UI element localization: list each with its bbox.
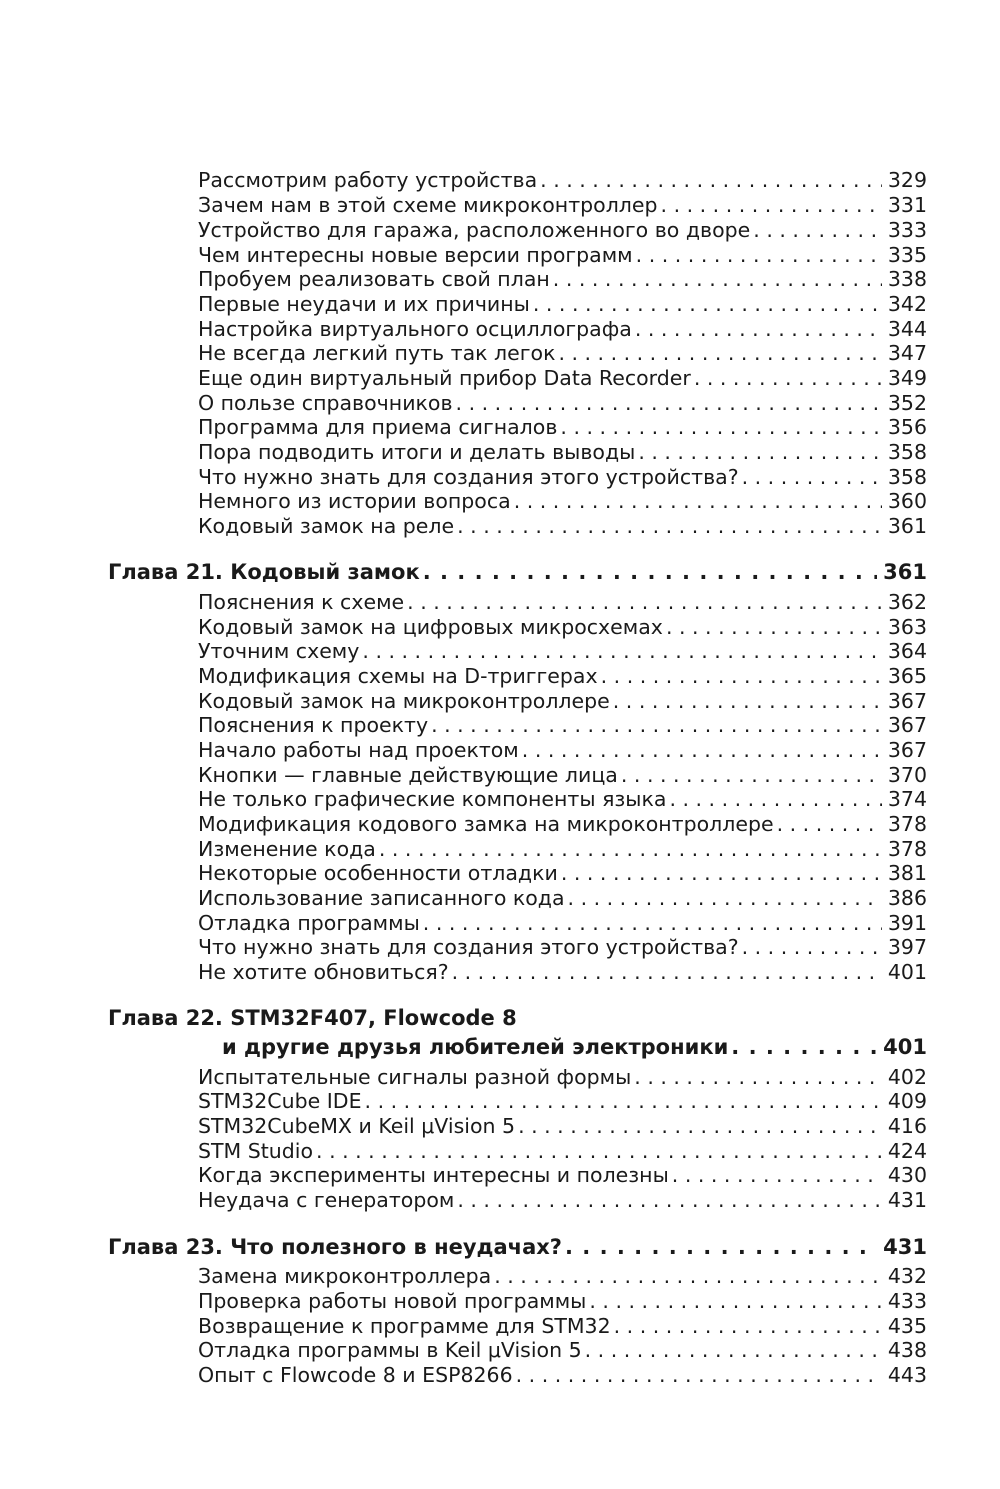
toc-entry (198, 267, 927, 291)
toc-entry-title: Использование записанного кода (198, 886, 565, 910)
toc-entry-page: 367 (887, 713, 927, 737)
toc-entry-title: Программа для приема сигналов (198, 415, 558, 439)
toc-entry-page: 370 (887, 763, 927, 787)
toc-entry-page: 402 (887, 1065, 927, 1089)
toc-entry-page: 430 (887, 1163, 927, 1187)
dot-leader (633, 243, 882, 267)
toc-entry-page: 363 (887, 615, 927, 639)
dot-leader (530, 292, 882, 316)
toc-entry-title: Замена микроконтроллера (198, 1264, 492, 1288)
toc-entry-title: О пользе справочников (198, 391, 453, 415)
dot-leader (774, 812, 882, 836)
toc-entry (198, 837, 927, 861)
toc-entry-title: Отладка программы в Keil μVision 5 (198, 1338, 582, 1362)
toc-entry-title: Еще один виртуальный прибор Data Recorder (198, 366, 691, 390)
toc-entry-page: 438 (887, 1338, 927, 1362)
dot-leader (750, 218, 882, 242)
toc-entry-page: 367 (887, 738, 927, 762)
toc-entry (198, 787, 927, 811)
chapter-title-line1: Глава 22. STM32F407, Flowcode 8 (108, 1006, 517, 1030)
dot-leader (558, 861, 882, 885)
toc-entry (198, 1188, 927, 1212)
toc-entry-title: STM32Cube IDE (198, 1089, 362, 1113)
toc-entry (198, 1089, 927, 1113)
chapter-heading (108, 558, 927, 586)
toc-entry-title: Неудача с генератором (198, 1188, 455, 1212)
toc-entry (198, 738, 927, 762)
toc-entry-page: 416 (887, 1114, 927, 1138)
dot-leader (491, 1264, 882, 1288)
toc-entry-page: 356 (887, 415, 927, 439)
toc-entry-page: 401 (887, 960, 927, 984)
toc-entry-page: 391 (887, 911, 927, 935)
dot-leader (313, 1139, 882, 1163)
toc-entry (198, 911, 927, 935)
toc-entry (198, 763, 927, 787)
toc-entry (198, 590, 927, 614)
toc-entry (198, 317, 927, 341)
toc-entry-page: 365 (887, 664, 927, 688)
toc-entry (198, 218, 927, 242)
toc-entry-title: Проверка работы новой программы (198, 1289, 587, 1313)
toc-entry (198, 960, 927, 984)
toc-entry (198, 615, 927, 639)
dot-leader (582, 1338, 882, 1362)
toc-entry (198, 1314, 927, 1338)
dot-leader (658, 193, 882, 217)
toc-entry-title: Чем интересны новые версии программ (198, 243, 633, 267)
toc-entry (198, 689, 927, 713)
toc-entry-page: 338 (887, 267, 927, 291)
dot-leader (611, 1314, 882, 1338)
toc-entry-title: Немного из истории вопроса (198, 489, 511, 513)
toc-entry-page: 433 (887, 1289, 927, 1313)
dot-leader (610, 689, 882, 713)
toc-entry-title: Уточним схему (198, 639, 360, 663)
toc-entry-page: 362 (887, 590, 927, 614)
toc-entry (198, 168, 927, 192)
toc-entry (198, 341, 927, 365)
dot-leader (428, 713, 882, 737)
toc-entry-page: 342 (887, 292, 927, 316)
toc-entry (198, 1139, 927, 1163)
toc-entry-page: 352 (887, 391, 927, 415)
toc-entry-title: Рассмотрим работу устройства (198, 168, 538, 192)
toc-entry-title: Пробуем реализовать свой план (198, 267, 550, 291)
toc-entry-page: 361 (887, 514, 927, 538)
dot-leader (691, 366, 882, 390)
toc-entry-title: Пора подводить итоги и делать выводы (198, 440, 636, 464)
dot-leader (453, 391, 882, 415)
toc-entry-title: Настройка виртуального осциллографа (198, 317, 632, 341)
toc-entry-title: Кодовый замок на микроконтроллере (198, 689, 610, 713)
toc-entry-title: Первые неудачи и их причины (198, 292, 530, 316)
dot-leader (515, 1114, 882, 1138)
toc-entry-title: Опыт с Flowcode 8 и ESP8266 (198, 1363, 513, 1387)
toc-entry-title: Кодовый замок на цифровых микросхемах (198, 615, 663, 639)
dot-leader (663, 615, 882, 639)
toc-entry-page: 443 (887, 1363, 927, 1387)
chapter-title: Глава 21. Кодовый замок (108, 560, 420, 584)
toc-entry (198, 243, 927, 267)
dot-leader (519, 738, 882, 762)
toc-entry (198, 193, 927, 217)
toc-entry-page: 331 (887, 193, 927, 217)
toc-entry-title: Некоторые особенности отладки (198, 861, 558, 885)
toc-entry-title: Модификация схемы на D-триггерах (198, 664, 598, 688)
dot-leader (635, 440, 882, 464)
toc-entry-page: 335 (887, 243, 927, 267)
toc-entry-page: 381 (887, 861, 927, 885)
toc-entry-title: Что нужно знать для создания этого устройства? (198, 465, 739, 489)
dot-leader (669, 1163, 882, 1187)
toc-entry-page: 374 (887, 787, 927, 811)
toc-entry-title: Зачем нам в этой схеме микроконтроллер (198, 193, 658, 217)
dot-leader (555, 341, 881, 365)
dot-leader (420, 911, 882, 935)
toc-entry (198, 391, 927, 415)
dot-leader (618, 763, 882, 787)
dot-leader (454, 1188, 882, 1212)
toc-entry-title: Не всегда легкий путь так легок (198, 341, 556, 365)
chapter-title: Глава 23. Что полезного в неудачах? (108, 1235, 562, 1259)
dot-leader (562, 1233, 877, 1261)
toc-entry-page: 435 (887, 1314, 927, 1338)
toc-entry-title: Пояснения к схеме (198, 590, 405, 614)
toc-entry-title: Устройство для гаража, расположенного во дворе (198, 218, 751, 242)
toc-entry-title: Кнопки — главные действующие лица (198, 763, 618, 787)
chapter-heading (108, 1233, 927, 1261)
dot-leader (598, 664, 882, 688)
toc-entry-page: 431 (887, 1188, 927, 1212)
dot-leader (513, 1363, 882, 1387)
toc-entry (198, 1065, 927, 1089)
toc-entry-title: STM Studio (198, 1139, 314, 1163)
toc-entry (198, 1363, 927, 1387)
toc-entry-page: 424 (887, 1139, 927, 1163)
toc-entry-page: 432 (887, 1264, 927, 1288)
dot-leader (632, 317, 882, 341)
dot-leader (449, 960, 882, 984)
toc-entry-title: Не хотите обновиться? (198, 960, 449, 984)
dot-leader (550, 267, 882, 291)
toc-entry-title: Отладка программы (198, 911, 420, 935)
toc-entry-page: 349 (887, 366, 927, 390)
toc-entry (198, 415, 927, 439)
dot-leader (404, 590, 882, 614)
toc-entry-title: Модификация кодового замка на микроконтроллере (198, 812, 774, 836)
dot-leader (454, 514, 882, 538)
toc-entry (198, 935, 927, 959)
toc-entry-page: 344 (887, 317, 927, 341)
dot-leader (511, 489, 882, 513)
toc-entry-title: Испытательные сигналы разной формы (198, 1065, 632, 1089)
toc-entry-page: 347 (887, 341, 927, 365)
chapter-title-line2: и другие друзья любителей электроники (222, 1035, 729, 1059)
toc-entry-page: 409 (887, 1089, 927, 1113)
chapter-page: 401 (883, 1035, 927, 1059)
toc-entry-page: 397 (887, 935, 927, 959)
dot-leader (631, 1065, 882, 1089)
toc-entry-page: 378 (887, 837, 927, 861)
toc-entry-title: STM32CubeMX и Keil μVision 5 (198, 1114, 516, 1138)
dot-leader (359, 639, 881, 663)
toc-entry-page: 358 (887, 465, 927, 489)
toc-entry (198, 366, 927, 390)
toc-entry-page: 358 (887, 440, 927, 464)
toc-entry (198, 1114, 927, 1138)
toc-entry (198, 639, 927, 663)
toc-entry (198, 440, 927, 464)
toc-entry (198, 664, 927, 688)
toc-entry-page: 329 (887, 168, 927, 192)
toc-entry-title: Что нужно знать для создания этого устройства? (198, 935, 739, 959)
dot-leader (362, 1089, 882, 1113)
dot-leader (565, 886, 882, 910)
toc-entry (198, 514, 927, 538)
dot-leader (557, 415, 881, 439)
dot-leader (586, 1289, 881, 1313)
dot-leader (739, 465, 882, 489)
toc-entry-page: 386 (887, 886, 927, 910)
toc-entry-title: Не только графические компоненты языка (198, 787, 667, 811)
toc-entry-title: Возвращение к программе для STM32 (198, 1314, 611, 1338)
dot-leader (420, 558, 877, 586)
toc-entry-page: 333 (887, 218, 927, 242)
toc-entry-title: Пояснения к проекту (198, 713, 429, 737)
dot-leader (537, 168, 882, 192)
toc-entry-title: Начало работы над проектом (198, 738, 519, 762)
toc-entry (198, 713, 927, 737)
toc-entry (198, 465, 927, 489)
toc-entry (198, 861, 927, 885)
dot-leader (666, 787, 881, 811)
toc-entry (198, 812, 927, 836)
chapter-heading (222, 1033, 927, 1061)
toc-entry-title: Изменение кода (198, 837, 376, 861)
toc-entry (198, 292, 927, 316)
dot-leader (739, 935, 882, 959)
toc-entry-page: 378 (887, 812, 927, 836)
toc-entry-title: Кодовый замок на реле (198, 514, 455, 538)
toc-entry-title: Когда эксперименты интересны и полезны (198, 1163, 669, 1187)
toc-entry (198, 1338, 927, 1362)
dot-leader (728, 1033, 877, 1061)
toc-entry (198, 886, 927, 910)
toc-entry-page: 367 (887, 689, 927, 713)
chapter-page: 431 (883, 1235, 927, 1259)
dot-leader (376, 837, 882, 861)
toc-entry-page: 364 (887, 639, 927, 663)
toc-entry (198, 1264, 927, 1288)
toc-entry (198, 1163, 927, 1187)
chapter-page: 361 (883, 560, 927, 584)
toc-entry (198, 1289, 927, 1313)
toc-entry-page: 360 (887, 489, 927, 513)
toc-entry (198, 489, 927, 513)
